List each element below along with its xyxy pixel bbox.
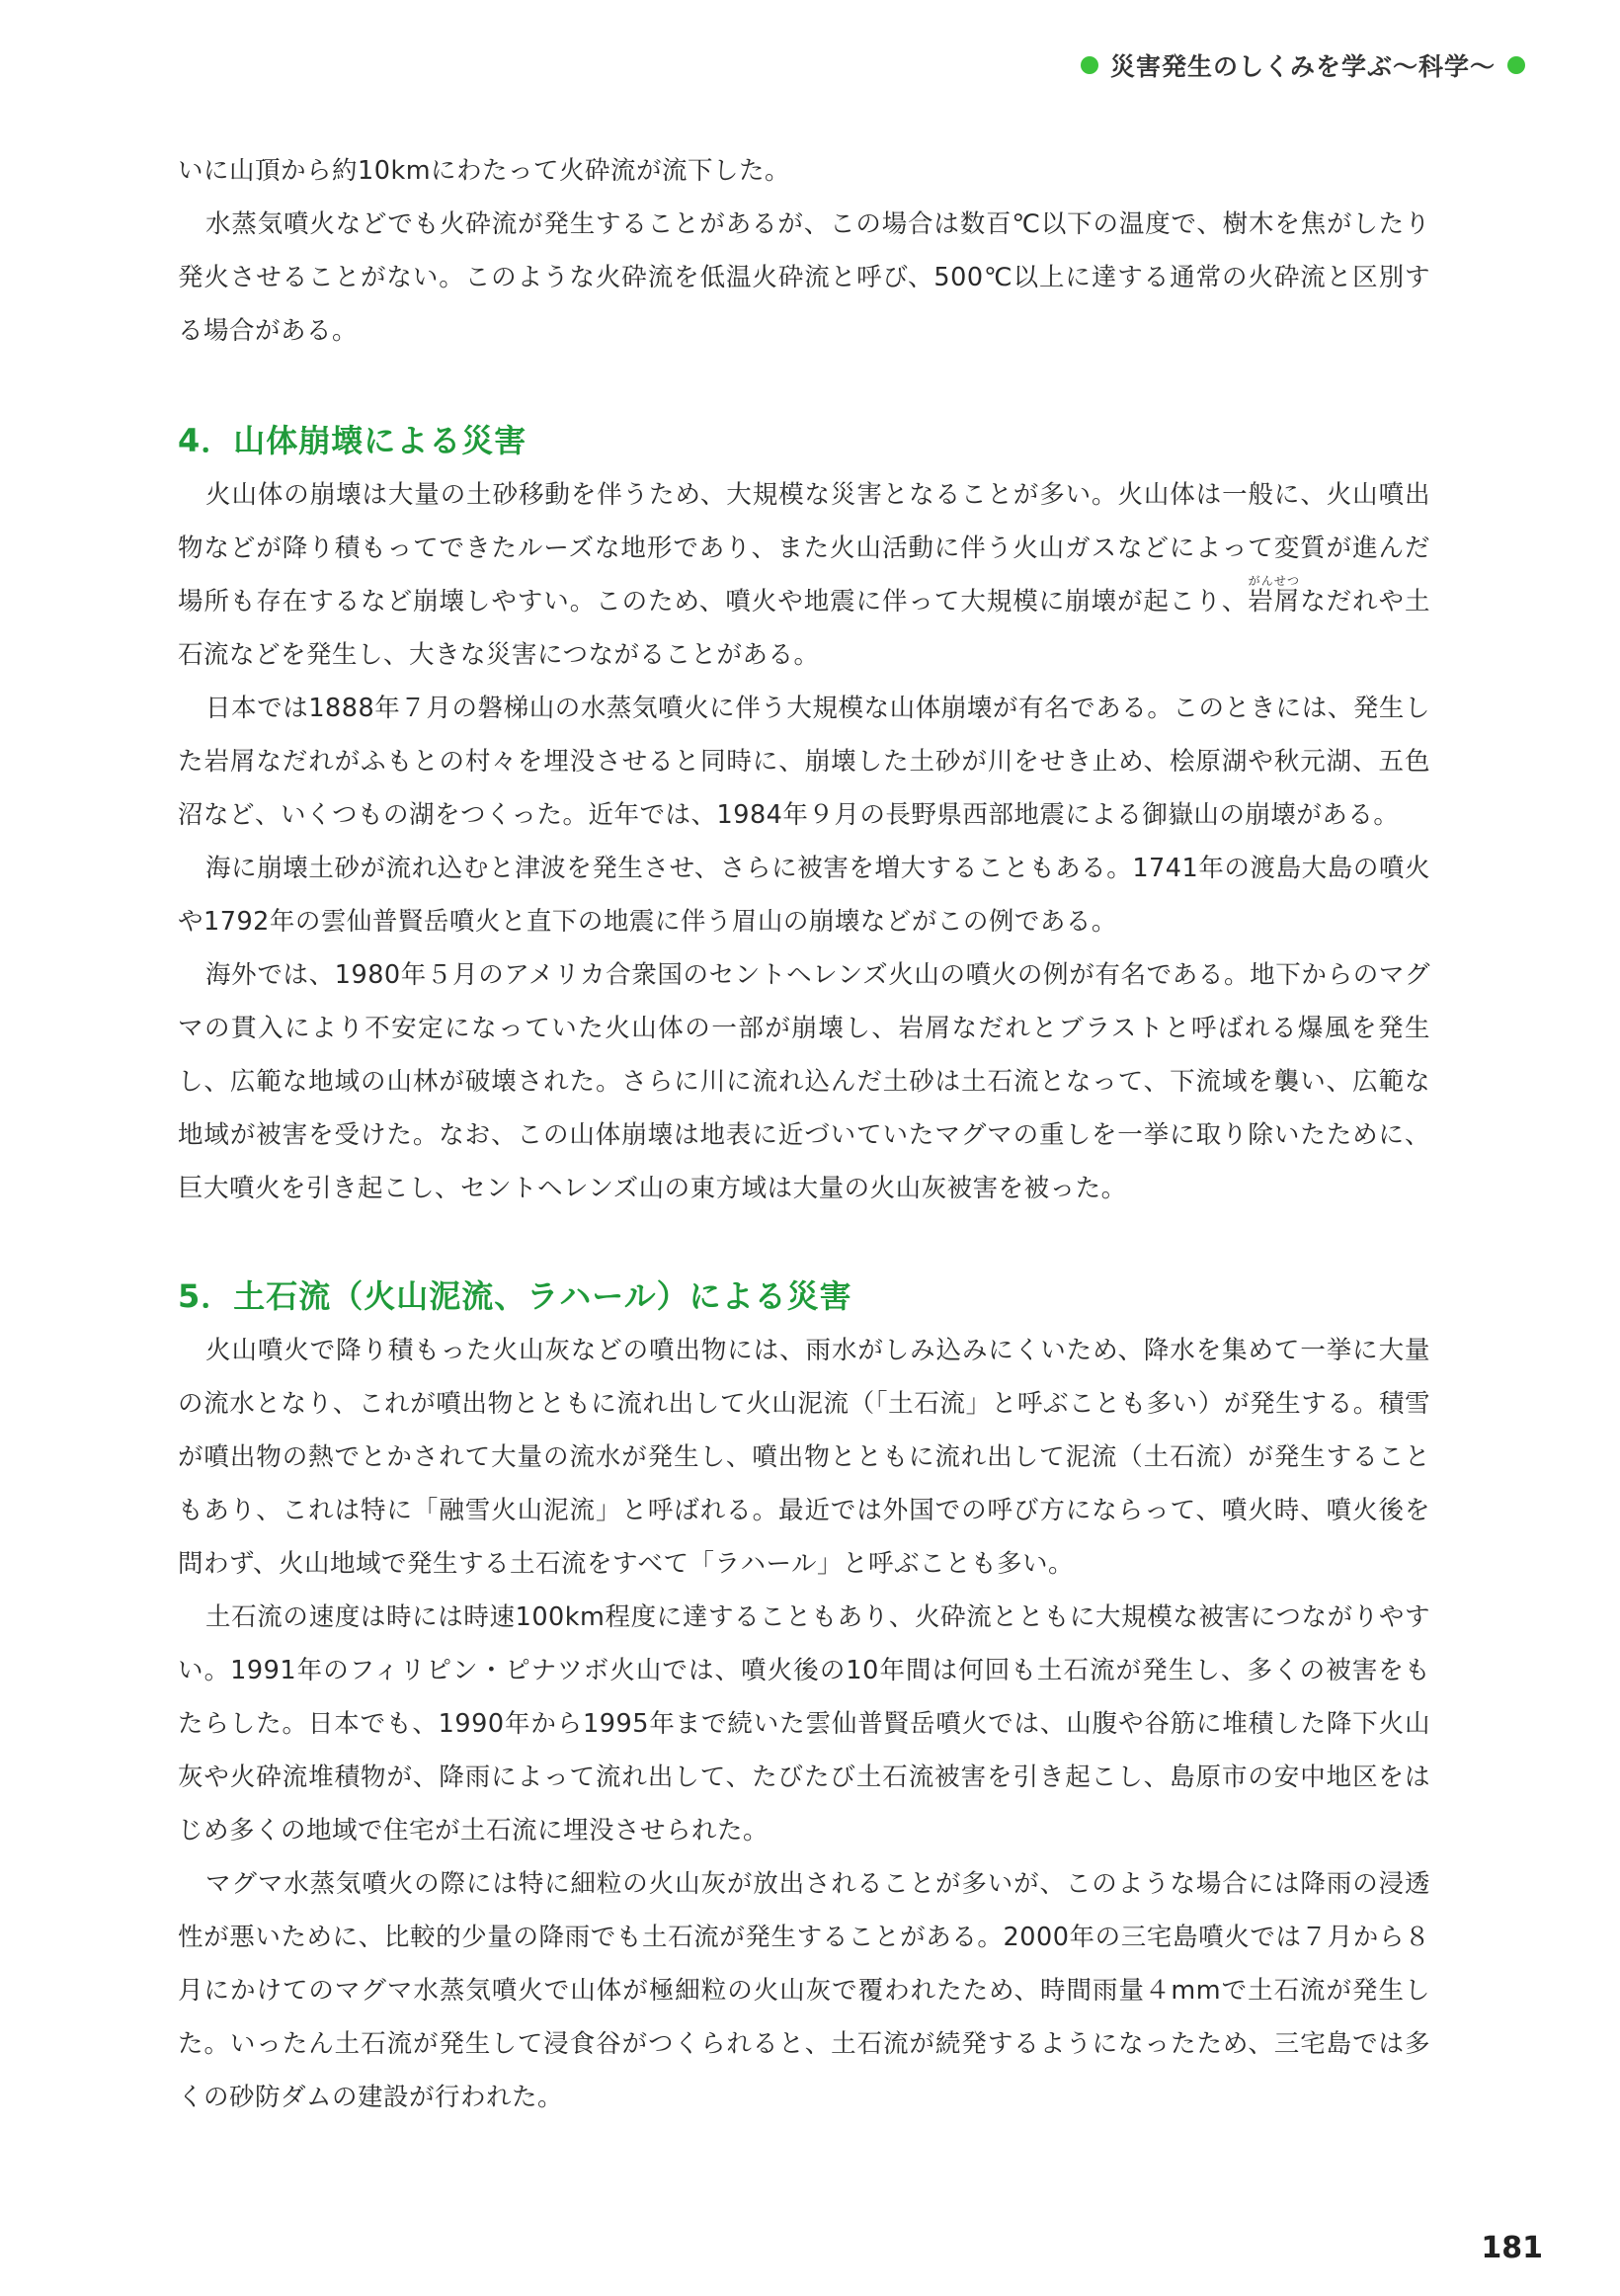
ruby-reading: がんせつ [1248, 574, 1300, 588]
section-4-p1-text-b: なだれや土石流などを発生し、大きな災害につながることがある。 [178, 587, 1430, 670]
section-5-heading: 5．土石流（火山泥流、ラハール）による災害 [178, 1277, 852, 1315]
green-dot-icon [1507, 56, 1525, 74]
intro-paragraph-1: いに山頂から約10kmにわたって火砕流が流下した。 [178, 156, 791, 186]
header-title: 災害発生のしくみを学ぶ〜科学〜 [1109, 52, 1496, 81]
section-4-heading: 4．山体崩壊による災害 [178, 422, 527, 459]
page-body [178, 144, 1430, 2124]
ruby-gansetsu [1248, 574, 1301, 616]
section-5-paragraph-3: マグマ水蒸気噴火の際には特に細粒の火山灰が放出されることが多いが、このような場合には降雨の浸透性が悪いために、比較的少量の降雨でも土石流が発生することがある。2000年の三宅島噴火では７月から８月にかけてのマグマ水蒸気噴火で山体が極細粒の火山灰で覆われたため、時間雨量４mmで土石流が発生した。いったん土石流が発生して浸食谷がつくられると、土石流が続発するようになったため、三宅島では多くの砂防ダムの建設が行われた。 [178, 1869, 1430, 2112]
green-dot-icon [1081, 56, 1098, 74]
section-5-paragraph-2: 土石流の速度は時には時速100km程度に達することもあり、火砕流とともに大規模な被害につながりやすい。1991年のフィリピン・ピナツボ火山では、噴火後の10年間は何回も土石流が発生し、多くの被害をもたらした。日本でも、1990年から1995年まで続いた雲仙普賢岳噴火では、山腹や谷筋に堆積した降下火山灰や火砕流堆積物が、降雨によって流れ出して、たびたび土石流被害を引き起こし、島原市の安中地区をはじめ多くの地域で住宅が土石流に埋没させられた。 [178, 1602, 1430, 1845]
section-4-paragraph-3: 海に崩壊土砂が流れ込むと津波を発生させ、さらに被害を増大することもある。1741年の渡島大島の噴火や1792年の雲仙普賢岳噴火と直下の地震に伴う眉山の崩壊などがこの例である。 [178, 854, 1430, 937]
section-4-paragraph-2: 日本では1888年７月の磐梯山の水蒸気噴火に伴う大規模な山体崩壊が有名である。このときには、発生した岩屑なだれがふもとの村々を埋没させると同時に、崩壊した土砂が川をせき止め、桧原湖や秋元湖、五色沼など、いくつもの湖をつくった。近年では、1984年９月の長野県西部地震による御嶽山の崩壊がある。 [178, 694, 1430, 830]
ruby-base: 岩屑 [1248, 587, 1301, 616]
section-4-paragraph-4: 海外では、1980年５月のアメリカ合衆国のセントヘレンズ火山の噴火の例が有名である。地下からのマグマの貫入により不安定になっていた火山体の一部が崩壊し、岩屑なだれとブラストと呼ばれる爆風を発生し、広範な地域の山林が破壊された。さらに川に流れ込んだ土砂は土石流となって、下流域を襲い、広範な地域が被害を受けた。なお、この山体崩壊は地表に近づいていたマグマの重しを一挙に取り除いたために、巨大噴火を引き起こし、セントヘレンズ山の東方域は大量の火山灰被害を被った。 [178, 960, 1430, 1203]
intro-paragraph-2: 水蒸気噴火などでも火砕流が発生することがあるが、この場合は数百℃以下の温度で、樹木を焦がしたり発火させることがない。このような火砕流を低温火砕流と呼び、500℃以上に達する通常の火砕流と区別する場合がある。 [178, 209, 1430, 346]
section-5-paragraph-1: 火山噴火で降り積もった火山灰などの噴出物には、雨水がしみ込みにくいため、降水を集めて一挙に大量の流水となり、これが噴出物とともに流れ出して火山泥流（「土石流」と呼ぶことも多い）が発生する。積雪が噴出物の熱でとかされて大量の流水が発生し、噴出物とともに流れ出して泥流（土石流）が発生することもあり、これは特に「融雪火山泥流」と呼ばれる。最近では外国での呼び方にならって、噴火時、噴火後を問わず、火山地域で発生する土石流をすべて「ラハール」と呼ぶことも多い。 [178, 1336, 1430, 1579]
page-number: 181 [1481, 2231, 1543, 2265]
section-4-paragraph-1 [178, 468, 1430, 682]
running-header [1081, 47, 1525, 83]
section-4-p1-text-a: 火山体の崩壊は大量の土砂移動を伴うため、大規模な災害となることが多い。火山体は一般に、火山噴出物などが降り積もってできたルーズな地形であり、また火山活動に伴う火山ガスなどによって変質が進んだ場所も存在するなど崩壊しやすい。このため、噴火や地震に伴って大規模に崩壊が起こり、 [178, 480, 1430, 616]
